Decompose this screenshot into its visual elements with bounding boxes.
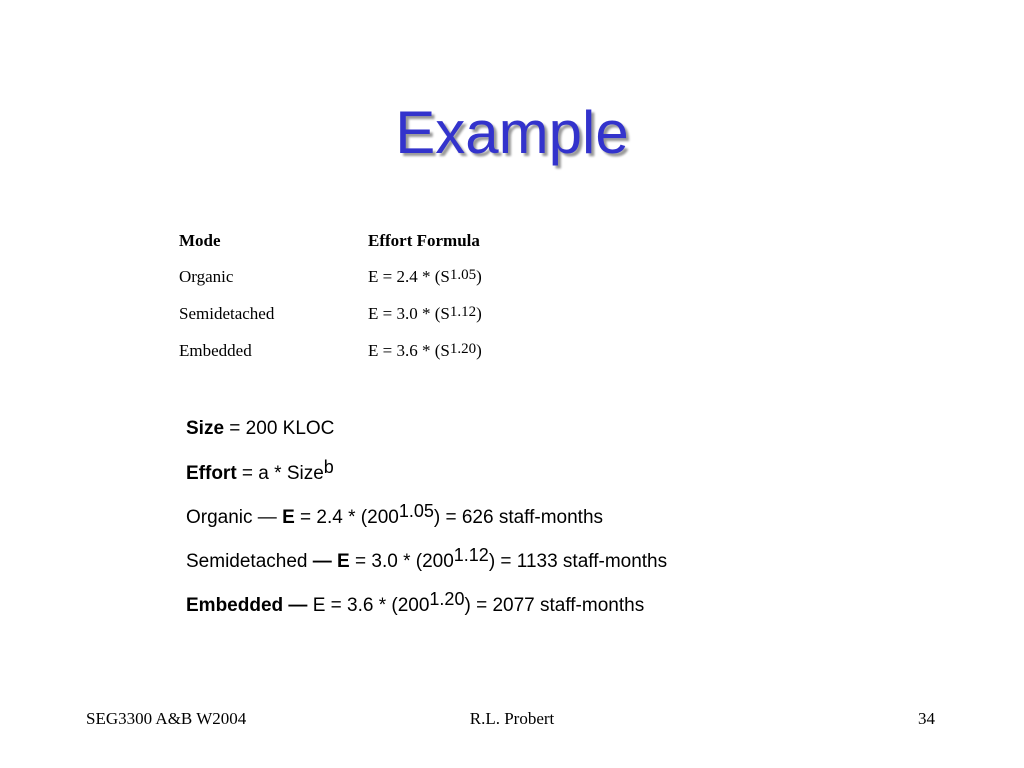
mode-embedded: Embedded	[179, 341, 252, 360]
size-label: Size	[186, 418, 225, 439]
formula-embedded	[368, 338, 482, 365]
calc-e: E	[282, 507, 295, 528]
calc-exponent: 1.12	[453, 545, 489, 565]
formula-prefix: E = 3.6 * (S	[368, 341, 450, 360]
formula-exponent: 1.12	[449, 304, 477, 320]
formula-prefix: E = 2.4 * (S	[368, 267, 450, 286]
formula-semidetached	[368, 301, 482, 328]
calc-line-semidetached	[186, 546, 667, 590]
effort-exponent: b	[323, 457, 334, 477]
formula-suffix: )	[476, 341, 482, 360]
calc-e: E	[312, 595, 326, 616]
calc-result: ) = 2077 staff-months	[464, 595, 645, 616]
effort-line	[186, 458, 667, 502]
calc-mode: Embedded	[186, 595, 284, 616]
calc-dash: —	[307, 551, 338, 572]
calc-mode: Organic	[186, 507, 253, 528]
mode-semidetached: Semidetached	[179, 304, 275, 323]
calc-line-organic	[186, 502, 667, 546]
size-value: = 200 KLOC	[224, 418, 335, 439]
calc-exponent: 1.05	[398, 501, 434, 521]
size-line	[186, 414, 667, 458]
formula-exponent: 1.05	[449, 267, 477, 283]
calc-prefix: = 3.0 * (200	[349, 551, 454, 572]
footer-author: R.L. Probert	[469, 709, 555, 728]
calc-prefix: = 3.6 * (200	[325, 595, 430, 616]
formula-prefix: E = 3.0 * (S	[368, 304, 450, 323]
calc-mode: Semidetached	[186, 551, 308, 572]
header-effort-formula: Effort Formula	[368, 231, 480, 250]
calc-line-embedded	[186, 590, 667, 634]
footer-page-number: 34	[918, 709, 935, 728]
calc-result: ) = 1133 staff-months	[488, 551, 668, 572]
effort-formula: = a * Size	[236, 463, 324, 484]
effort-calculation	[186, 414, 667, 634]
formula-organic	[368, 264, 482, 291]
effort-label: Effort	[186, 463, 237, 484]
slide-title: Example	[395, 99, 629, 166]
calc-exponent: 1.20	[429, 589, 465, 609]
calc-prefix: = 2.4 * (200	[294, 507, 399, 528]
formula-suffix: )	[476, 304, 482, 323]
calc-dash: —	[252, 507, 283, 528]
formula-exponent: 1.20	[449, 341, 477, 357]
calc-dash: —	[283, 595, 313, 616]
calc-result: ) = 626 staff-months	[433, 507, 604, 528]
mode-organic: Organic	[179, 267, 234, 286]
formula-suffix: )	[476, 267, 482, 286]
header-mode: Mode	[179, 231, 221, 250]
footer-course: SEG3300 A&B W2004	[86, 709, 247, 728]
calc-e: E	[337, 551, 350, 572]
